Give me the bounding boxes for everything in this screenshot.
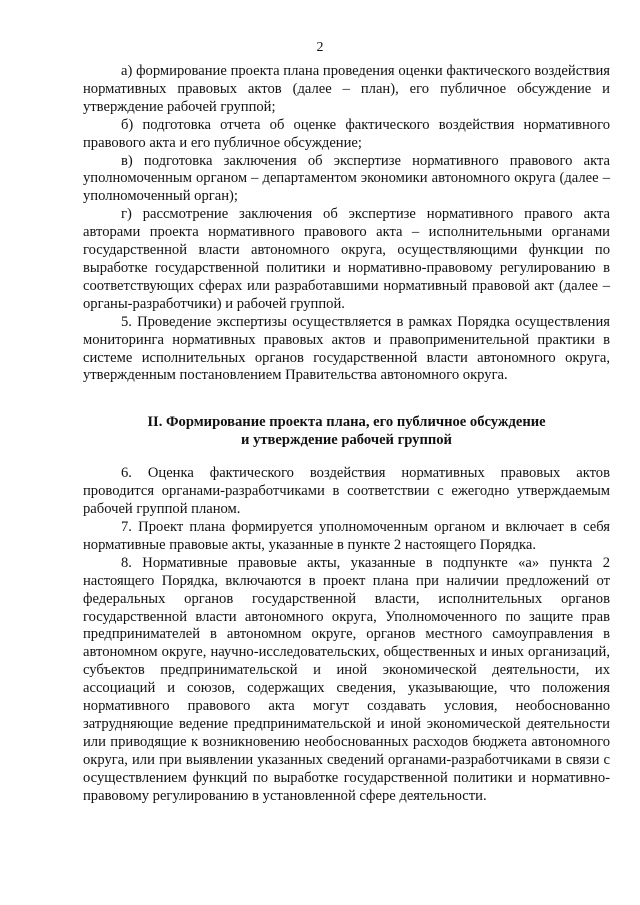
paragraph-item-5: 5. Проведение экспертизы осуществляется в рамках Порядка осуществления мониторинга нормативных правовых актов и правоприменительной практики в системе исполнительных органов государственной власти автономного округа, утвержденным постановлением Правительства автономного округа. xyxy=(83,313,610,384)
paragraph-subitem-g: г) рассмотрение заключения об экспертизе нормативного правого акта авторами проекта нормативного правового акта – исполнительными органами государственной власти автономного округа, осуществляющими функции по выработке государственной политики и нормативно-правовому регулированию в соответствующих сферах или разработавшими нормативный правовой акт (далее – органы-разработчики) и рабочей группой. xyxy=(83,206,610,312)
paragraph-subitem-b: б) подготовка отчета об оценке фактического воздействия нормативного правового акта и его публичное обсуждение; xyxy=(83,116,610,151)
paragraph-item-6: 6. Оценка фактического воздействия нормативных правовых актов проводится органами-разработчиками в соответствии с ежегодно утверждаемым рабочей группой планом. xyxy=(83,465,610,518)
document-body xyxy=(83,63,610,806)
paragraph-subitem-a: а) формирование проекта плана проведения оценки фактического воздействия нормативных правовых актов (далее – план), его публичное обсуждение и утверждение рабочей группой; xyxy=(83,63,610,115)
section-heading-line-1: II. Формирование проекта плана, его публичное обсуждение xyxy=(147,414,546,431)
paragraph-item-7: 7. Проект плана формируется уполномоченным органом и включает в себя нормативные правовые акты, указанные в пункте 2 настоящего Порядка. xyxy=(83,519,610,553)
paragraph-subitem-v: в) подготовка заключения об экспертизе нормативного правового акта уполномоченным органом – департаментом экономики автономного округа (далее – уполномоченный орган); xyxy=(83,152,610,205)
paragraph-item-8: 8. Нормативные правовые акты, указанные в подпункте «а» пункта 2 настоящего Порядка, включаются в проект плана при наличии предложений от федеральных органов государственной власти, исполнительных органов государственной власти автономного округа, Уполномоченного по защите прав предпринимателей в автономном округе, органов местного самоуправления в автономном округе, научно-исследовательских, общественных и иных организаций, субъектов предпринимательской и иной экономической деятельности, их ассоциаций и союзов, содержащих сведения, указывающие, что положения нормативного правового акта могут создавать условия, необоснованно затрудняющие ведение предпринимательской и иной экономической деятельности или приводящие к возникновению необоснованных расходов бюджета автономного округа, или при выявлении указанных сведений органами-разработчиками в связи с осуществлением функций по выработке государственной политики и нормативно-правовому регулированию в установленной сфере деятельности. xyxy=(83,554,610,804)
section-heading xyxy=(83,413,610,449)
page-number: 2 xyxy=(316,40,324,55)
section-heading-line-2: и утверждение рабочей группой xyxy=(241,432,452,449)
